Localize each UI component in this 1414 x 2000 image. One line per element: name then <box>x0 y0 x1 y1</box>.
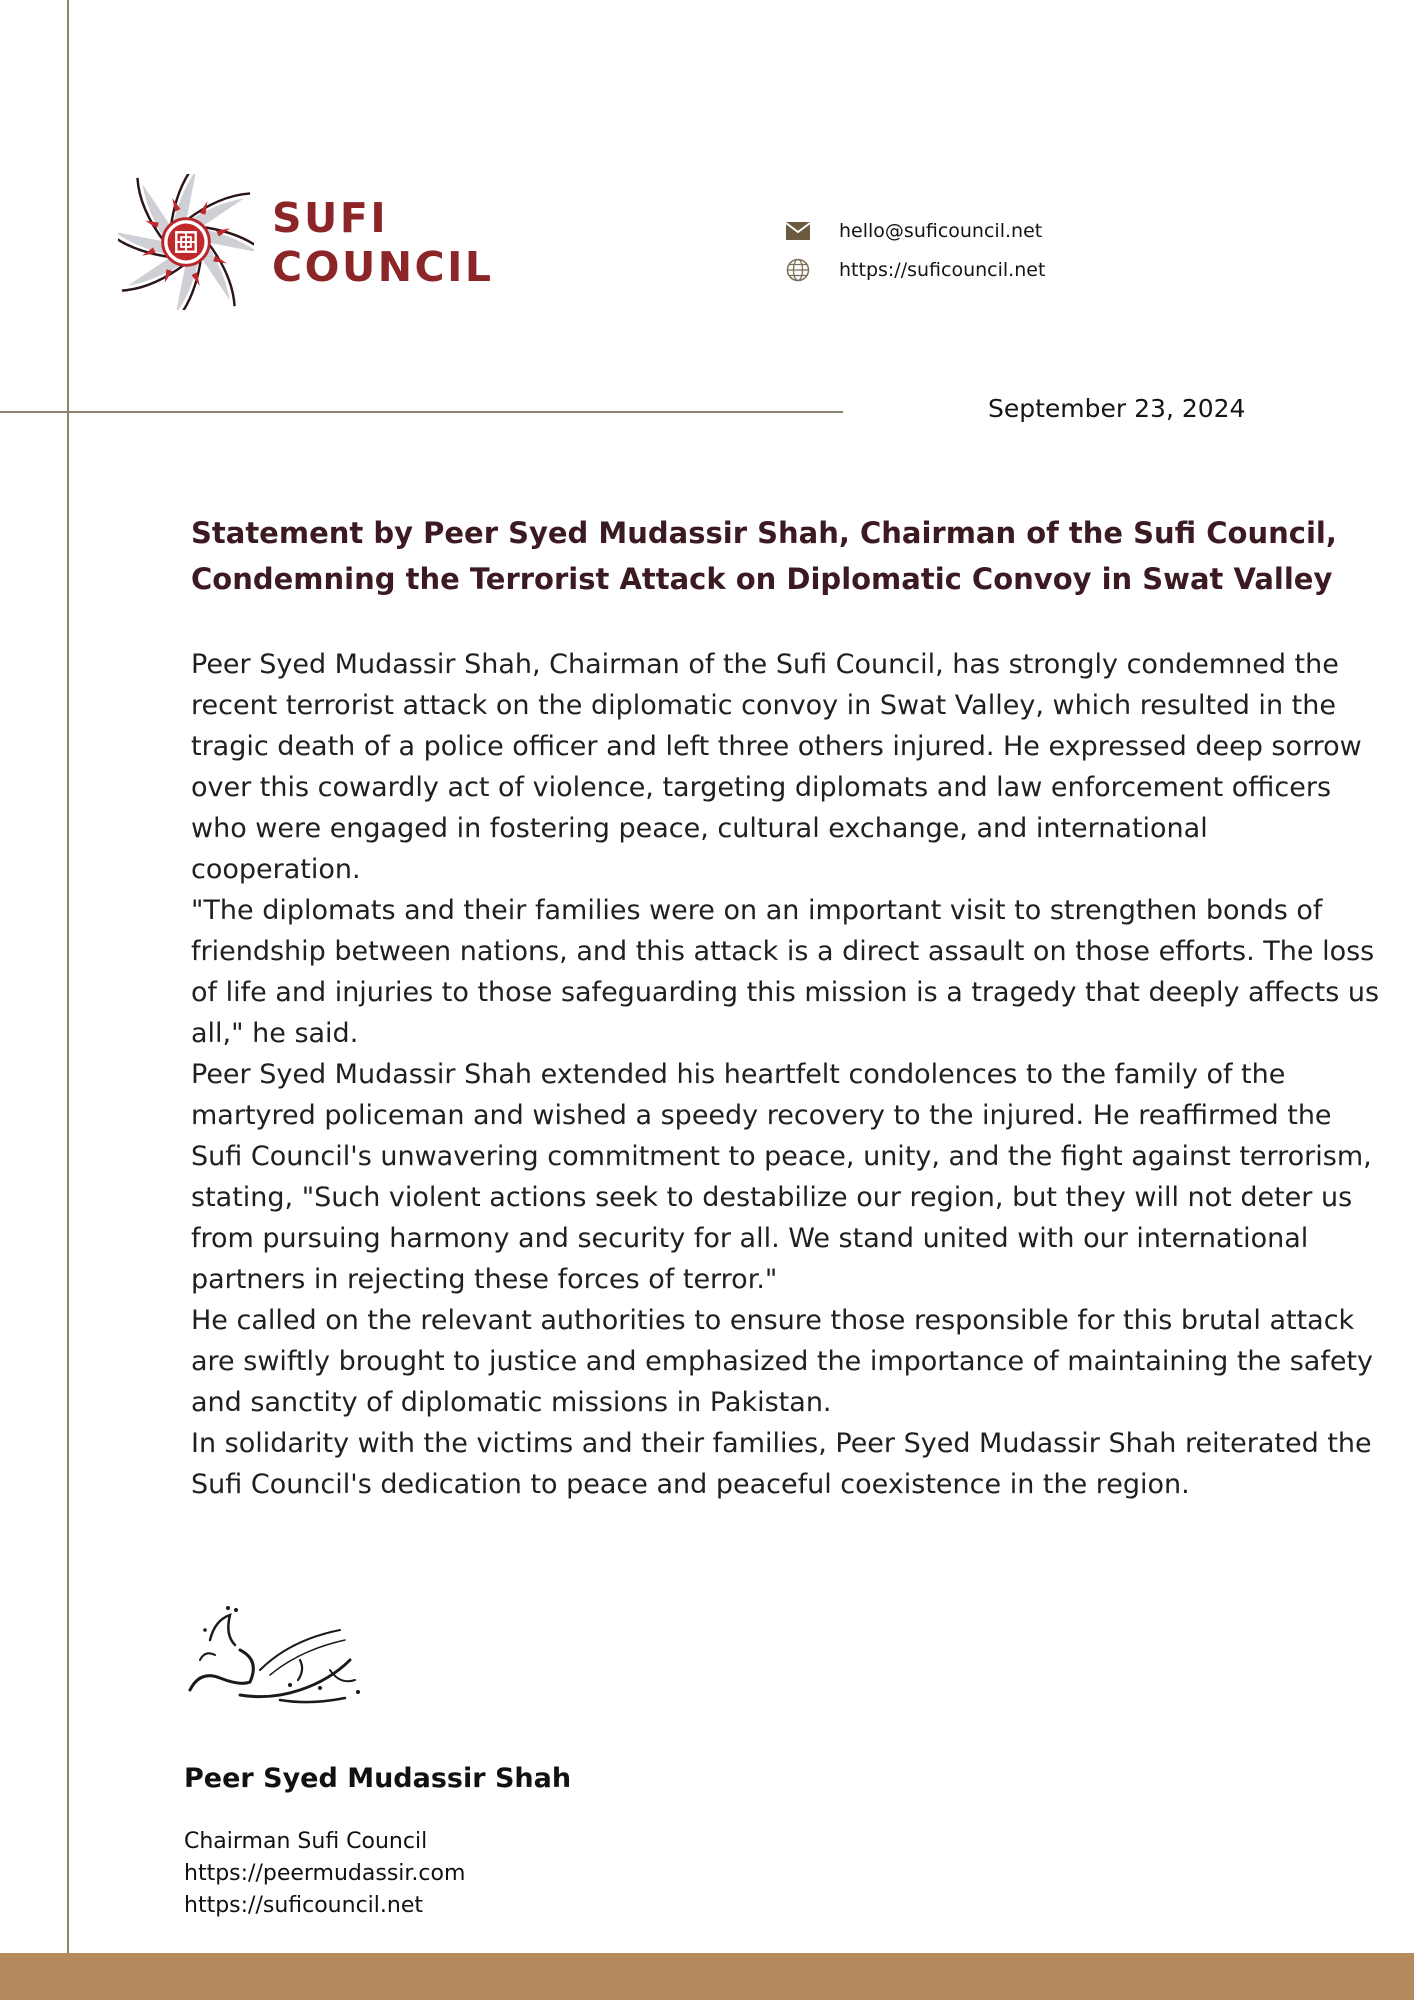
statement-paragraph: He called on the relevant authorities to ensure those responsible for this brutal attack are swiftly brought to justice and emphasized the importance of maintaining the safety and sanctity of diplomatic missions in Pakistan. <box>191 1305 1374 1418</box>
signer-title: Chairman Sufi Council <box>184 1829 428 1854</box>
statement-paragraph: Peer Syed Mudassir Shah extended his heartfelt condolences to the family of the martyred policeman and wished a speedy recovery to the injured. He reaffirmed the Sufi Council's unwavering commitment to peace, unity, and the fight against terrorism, stating, "Such violent actions seek to destabilize our region, but they will not deter us from pursuing harmony and security for all. We stand united with our international partners in rejecting these forces of terror." <box>191 1059 1372 1295</box>
vertical-rule <box>67 0 69 1953</box>
globe-icon <box>784 256 812 284</box>
logo-wordmark <box>272 194 494 292</box>
sufi-council-logo <box>118 172 498 317</box>
contact-email[interactable]: hello@suficouncil.net <box>839 219 1043 242</box>
logo-line-2: COUNCIL <box>272 243 494 291</box>
contact-email-row <box>784 211 1045 250</box>
contact-block <box>784 211 1045 289</box>
signer-link-council[interactable]: https://suficouncil.net <box>184 1893 423 1918</box>
statement-title: Statement by Peer Syed Mudassir Shah, Chairman of the Sufi Council, Condemning the Terrorist Attack on Diplomatic Convoy in Swat Valley <box>191 516 1337 596</box>
signer-info <box>184 1826 465 1922</box>
statement-paragraph: Peer Syed Mudassir Shah, Chairman of the Sufi Council, has strongly condemned the recent terrorist attack on the diplomatic convoy in Swat Valley, which resulted in the tragic death of a police officer and left three others injured. He expressed deep sorrow over this cowardly act of violence, targeting diplomats and law enforcement officers who were engaged in fostering peace, cultural exchange, and international cooperation. <box>191 649 1362 885</box>
logo-line-1: SUFI <box>272 194 389 242</box>
footer-band <box>0 1953 1414 2000</box>
contact-website-row <box>784 250 1045 289</box>
signer-link-personal[interactable]: https://peermudassir.com <box>184 1861 466 1886</box>
letter-date: September 23, 2024 <box>988 394 1246 423</box>
statement-body <box>191 644 1381 1505</box>
horizontal-rule <box>0 411 843 413</box>
sufi-council-emblem-icon <box>118 174 254 310</box>
signer-name: Peer Syed Mudassir Shah <box>184 1763 572 1794</box>
statement-paragraph: "The diplomats and their families were on an important visit to strengthen bonds of friendship between nations, and this attack is a direct assault on those efforts. The loss of life and injuries to those safeguarding this mission is a tragedy that deeply affects us all," he said. <box>191 895 1380 1049</box>
statement-paragraph: In solidarity with the victims and their families, Peer Syed Mudassir Shah reiterated the Sufi Council's dedication to peace and peaceful coexistence in the region. <box>191 1428 1372 1500</box>
envelope-icon <box>784 217 812 245</box>
contact-website[interactable]: https://suficouncil.net <box>839 258 1046 281</box>
calligraphy-signature <box>180 1600 380 1720</box>
